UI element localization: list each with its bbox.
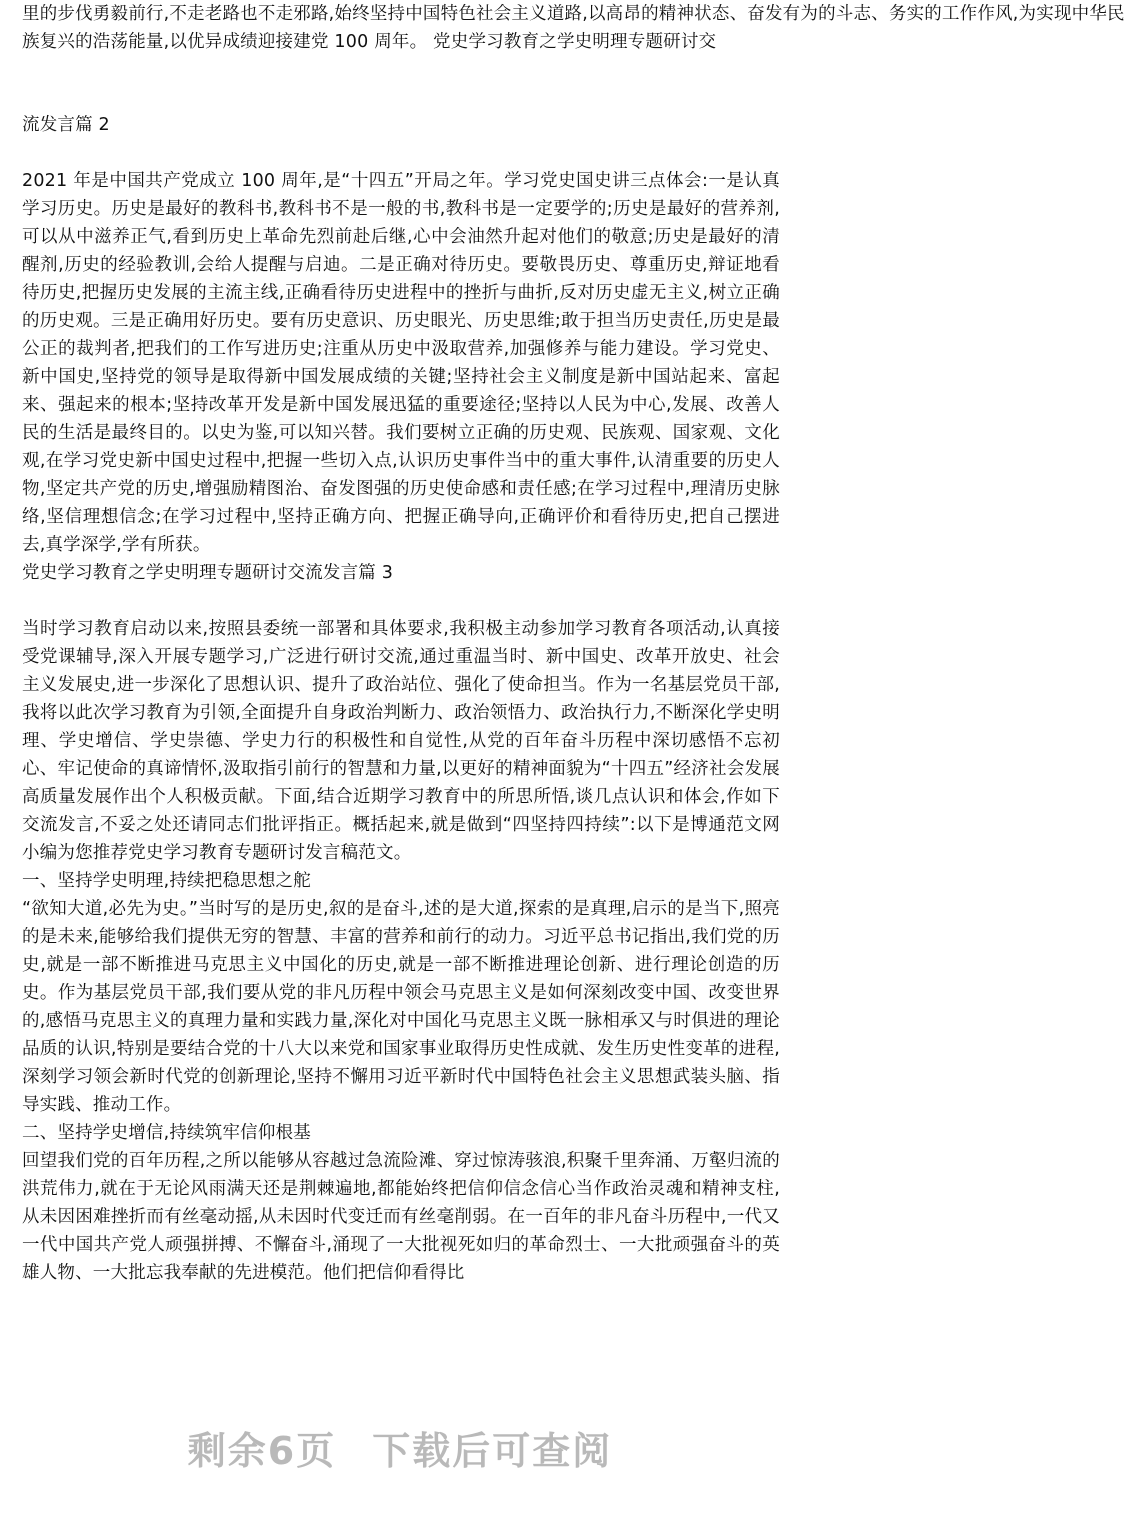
download-to-view-label[interactable]: 下载后可查阅: [372, 1429, 613, 1473]
spacer: [22, 587, 780, 615]
subheading-1: 一、坚持学史明理,持续把稳思想之舵: [22, 871, 311, 891]
document-body: [22, 0, 1125, 1287]
intro-tail-line-1: 里的步伐勇毅前行,不走老路也不走邪路,始终坚持中国特色社会主义道路,以高昂的精神状态、奋发有为的斗志、务实的工作作风,为实现中华民: [22, 4, 1125, 24]
section-heading-3: 党史学习教育之学史明理专题研讨交流发言篇 3: [22, 563, 394, 583]
subsection-2-paragraph: 回望我们党的百年历程,之所以能够从容越过急流险滩、穿过惊涛骇浪,积聚千里奔涌、万壑归流的洪荒伟力,就在于无论风雨满天还是荆棘遍地,都能始终把信仰信念信心当作政治灵魂和精神支柱,从未因困难挫折而有丝毫动摇,从未因时代变迁而有丝毫削弱。在一百年的非凡奋斗历程中,一代又一代中国共产党人顽强拼搏、不懈奋斗,涌现了一大批视死如归的革命烈士、一大批顽强奋斗的英雄人物、一大批忘我奉献的先进模范。他们把信仰看得比: [22, 1151, 780, 1283]
spacer: [22, 56, 780, 111]
subheading-2: 二、坚持学史增信,持续筑牢信仰根基: [22, 1123, 311, 1143]
section-heading-2: 流发言篇 2: [22, 115, 110, 135]
download-prompt-banner[interactable]: [0, 1420, 800, 1475]
section-2-paragraph: 2021 年是中国共产党成立 100 周年,是“十四五”开局之年。学习党史国史讲三点体会:一是认真学习历史。历史是最好的教科书,教科书不是一般的书,教科书是一定要学的;历史是最好的营养剂,可以从中滋养正气,看到历史上革命先烈前赴后继,心中会油然升起对他们的敬意;历史是最好的清醒剂,历史的经验教训,会给人提醒与启迪。二是正确对待历史。要敬畏历史、尊重历史,辩证地看待历史,把握历史发展的主流主线,正确看待历史进程中的挫折与曲折,反对历史虚无主义,树立正确的历史观。三是正确用好历史。要有历史意识、历史眼光、历史思维;敢于担当历史责任,历史是最公正的裁判者,把我们的工作写进历史;注重从历史中汲取营养,加强修养与能力建设。学习党史、新中国史,坚持党的领导是取得新中国发展成绩的关键;坚持社会主义制度是新中国站起来、富起来、强起来的根本;坚持改革开发是新中国发展迅猛的重要途径;坚持以人民为中心,发展、改善人民的生活是最终目的。以史为鉴,可以知兴替。我们要树立正确的历史观、民族观、国家观、文化观,在学习党史新中国史过程中,把握一些切入点,认识历史事件当中的重大事件,认清重要的历史人物,坚定共产党的历史,增强励精图治、奋发图强的历史使命感和责任感;在学习过程中,理清历史脉络,坚信理想信念;在学习过程中,坚持正确方向、把握正确导向,正确评价和看待历史,把自己摆进去,真学深学,学有所获。: [22, 171, 780, 555]
section-3-intro-paragraph: 当时学习教育启动以来,按照县委统一部署和具体要求,我积极主动参加学习教育各项活动,认真接受党课辅导,深入开展专题学习,广泛进行研讨交流,通过重温当时、新中国史、改革开放史、社会主义发展史,进一步深化了思想认识、提升了政治站位、强化了使命担当。作为一名基层党员干部,我将以此次学习教育为引领,全面提升自身政治判断力、政治领悟力、政治执行力,不断深化学史明理、学史增信、学史崇德、学史力行的积极性和自觉性,从党的百年奋斗历程中深切感悟不忘初心、牢记使命的真谛情怀,汲取指引前行的智慧和力量,以更好的精神面貌为“十四五”经济社会发展高质量发展作出个人积极贡献。下面,结合近期学习教育中的所思所悟,谈几点认识和体会,作如下交流发言,不妥之处还请同志们批评指正。概括起来,就是做到“四坚持四持续”:以下是博通范文网小编为您推荐党史学习教育专题研讨发言稿范文。: [22, 619, 780, 863]
intro-tail-line-2: 族复兴的浩荡能量,以优异成绩迎接建党 100 周年。 党史学习教育之学史明理专题研讨交: [22, 32, 717, 52]
subsection-1-paragraph: “欲知大道,必先为史。”当时写的是历史,叙的是奋斗,述的是大道,探索的是真理,启示的是当下,照亮的是未来,能够给我们提供无穷的智慧、丰富的营养和前行的动力。习近平总书记指出,我们党的历史,就是一部不断推进马克思主义中国化的历史,就是一部不断推进理论创新、进行理论创造的历史。作为基层党员干部,我们要从党的非凡历程中领会马克思主义是如何深刻改变中国、改变世界的,感悟马克思主义的真理力量和实践力量,深化对中国化马克思主义既一脉相承又与时俱进的理论品质的认识,特别是要结合党的十八大以来党和国家事业取得历史性成就、发生历史性变革的进程,深刻学习领会新时代党的创新理论,坚持不懈用习近平新时代中国特色社会主义思想武装头脑、指导实践、推动工作。: [22, 899, 780, 1115]
spacer: [22, 139, 780, 167]
remaining-pages-label[interactable]: 剩余6页: [187, 1429, 337, 1473]
